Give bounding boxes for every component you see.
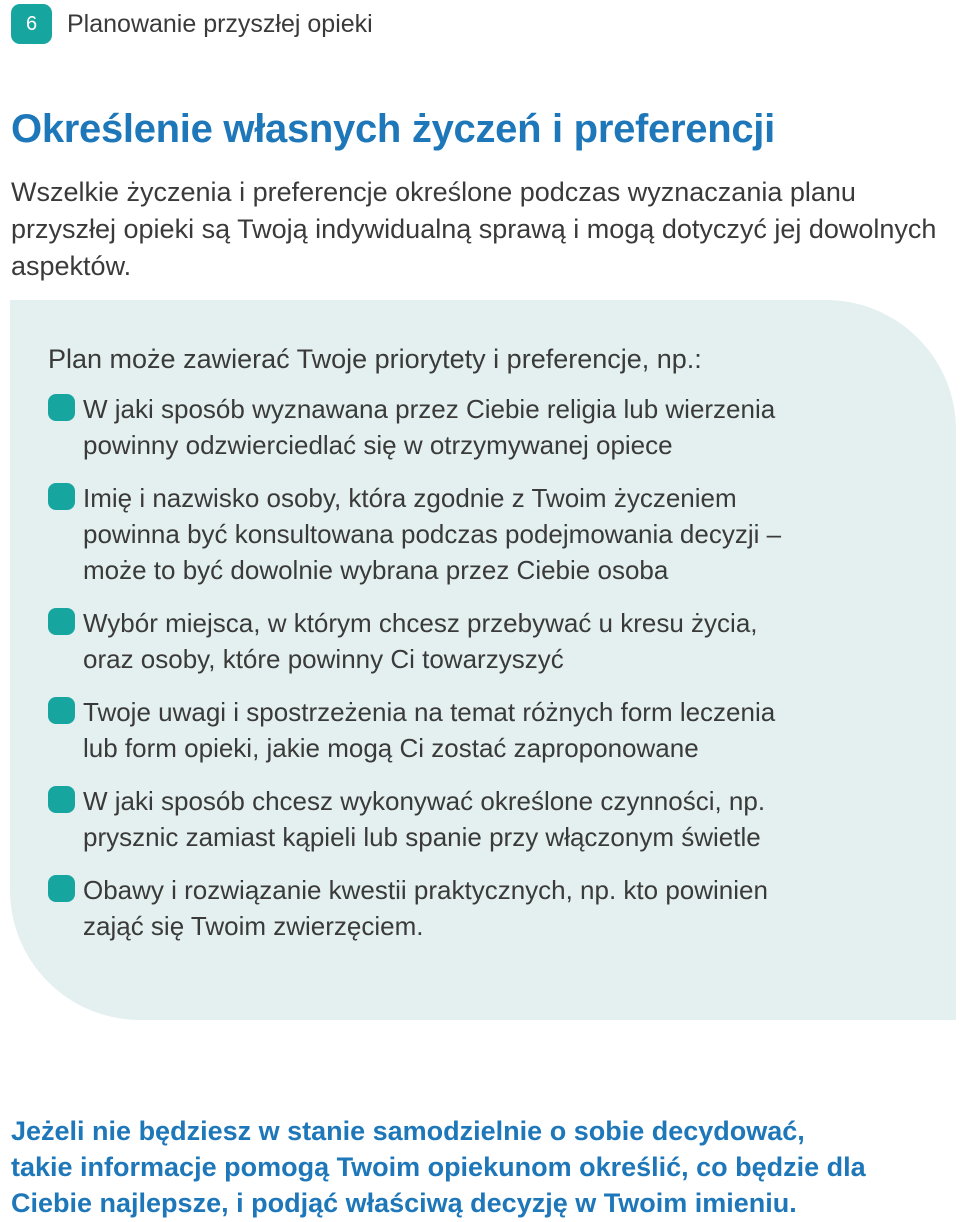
list-item-line: Imię i nazwisko osoby, która zgodnie z Twoim życzeniem (83, 483, 737, 513)
list-item-line: oraz osoby, które powinny Ci towarzyszyć (83, 644, 564, 674)
closing-note (11, 1113, 956, 1221)
list-item-line: powinna być konsultowana podczas podejmowania decyzji – (83, 519, 782, 549)
bullet-icon (48, 394, 75, 421)
preferences-lead: Plan może zawierać Twoje priorytety i preferencje, np.: (48, 344, 702, 374)
section-title: Określenie własnych życzeń i preferencji (11, 107, 775, 151)
list-item-line: powinny odzwierciedlać się w otrzymywanej opiece (83, 430, 673, 460)
list-item (48, 783, 928, 855)
list-item-line: W jaki sposób wyznawana przez Ciebie religia lub wierzenia (83, 394, 776, 424)
list-item (48, 480, 928, 588)
list-item-line: zająć się Twoim zwierzęciem. (83, 911, 424, 941)
bullet-icon (48, 875, 75, 902)
page-number-badge: 6 (11, 4, 52, 44)
bullet-icon (48, 608, 75, 635)
list-item-line: Twoje uwagi i spostrzeżenia na temat różnych form leczenia (83, 697, 776, 727)
list-item (48, 605, 928, 677)
list-item-line: może to być dowolnie wybrana przez Ciebie osoba (83, 555, 669, 585)
list-item-line: lub form opieki, jakie mogą Ci zostać zaproponowane (83, 733, 699, 763)
preferences-list (48, 391, 928, 961)
running-header-title: Planowanie przyszłej opieki (67, 10, 373, 38)
list-item-line: Wybór miejsca, w którym chcesz przebywać u kresu życia, (83, 608, 758, 638)
intro-paragraph: Wszelkie życzenia i preferencje określone podczas wyznaczania planu przyszłej opieki są Twoją indywidualną sprawą i mogą dotyczyć jej dowolnych aspektów. (11, 177, 937, 281)
closing-note-line: Jeżeli nie będziesz w stanie samodzielnie o sobie decydować, (11, 1116, 805, 1146)
list-item (48, 872, 928, 944)
closing-note-line: takie informacje pomogą Twoim opiekunom określić, co będzie dla (11, 1152, 866, 1182)
list-item-line: Obawy i rozwiązanie kwestii praktycznych, np. kto powinien (83, 875, 768, 905)
list-item-line: W jaki sposób chcesz wykonywać określone czynności, np. (83, 786, 766, 816)
list-item (48, 391, 928, 463)
closing-note-line: Ciebie najlepsze, i podjąć właściwą decyzję w Twoim imieniu. (11, 1188, 797, 1218)
bullet-icon (48, 483, 75, 510)
bullet-icon (48, 786, 75, 813)
bullet-icon (48, 697, 75, 724)
list-item-line: prysznic zamiast kąpieli lub spanie przy włączonym świetle (83, 822, 761, 852)
list-item (48, 694, 928, 766)
